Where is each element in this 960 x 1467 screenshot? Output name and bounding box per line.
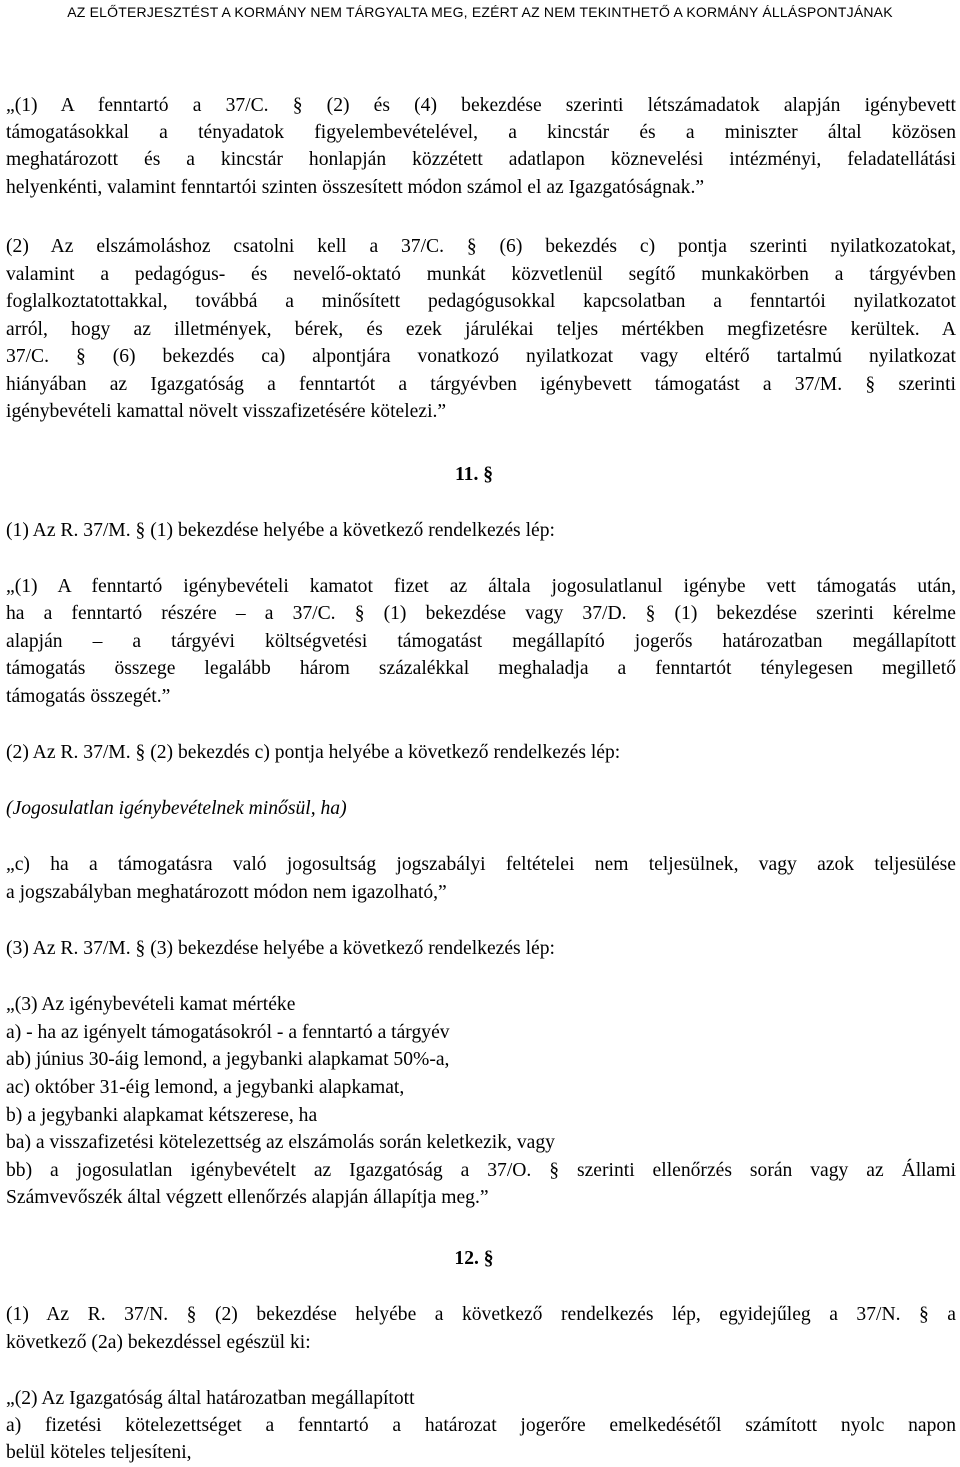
section-heading: 12. § bbox=[454, 1248, 494, 1269]
text-line: igénybevételi kamattal növelt visszafizetésére kötelezi.” bbox=[6, 401, 447, 422]
text-line: „(1) A fenntartó igénybevételi kamatot fizet az általa jogosulatlanul igénybe vett támogatás után, bbox=[6, 576, 956, 597]
text-line: belül köteles teljesíteni, bbox=[6, 1442, 192, 1463]
text-line: ha a fenntartó részére – a 37/C. § (1) bekezdése vagy 37/D. § (1) bekezdése szerinti kérelme bbox=[6, 603, 956, 624]
text-line: támogatásokkal a tényadatok figyelembevételével, a kincstár és a miniszter által közösen bbox=[6, 122, 956, 143]
text-line: ab) június 30-áig lemond, a jegybanki alapkamat 50%-a, bbox=[6, 1049, 450, 1070]
text-line: b) a jegybanki alapkamat kétszerese, ha bbox=[6, 1105, 318, 1126]
text-line: támogatás összege legalább három százalékkal meghaladja a fenntartót ténylegesen megillető bbox=[6, 658, 956, 679]
text-line: ba) a visszafizetési kötelezettség az elszámolás során keletkezik, vagy bbox=[6, 1132, 555, 1153]
text-line: meghatározott és a kincstár honlapján közzétett adatlapon köznevelési intézményi, feladatellátási bbox=[6, 149, 956, 170]
text-line: foglalkoztatottakkal, továbbá a minősített pedagógusokkal kapcsolatban a fenntartói nyilatkozatot bbox=[6, 291, 956, 312]
page-header: AZ ELŐTERJESZTÉST A KORMÁNY NEM TÁRGYALTA MEG, EZÉRT AZ NEM TEKINTHETŐ A KORMÁNY ÁLLÁSPONTJÁNAK bbox=[67, 4, 893, 20]
text-line: „(3) Az igénybevételi kamat mértéke bbox=[6, 994, 296, 1015]
text-line: bb) a jogosulatlan igénybevételt az Igazgatóság a 37/O. § szerinti ellenőrzés során vagy az Állami bbox=[6, 1160, 956, 1181]
text-line: (2) Az elszámoláshoz csatolni kell a 37/C. § (6) bekezdés c) pontja szerinti nyilatkozatokat, bbox=[6, 236, 956, 257]
text-line: ac) október 31-éig lemond, a jegybanki alapkamat, bbox=[6, 1077, 405, 1098]
text-line-italic: (Jogosulatlan igénybevételnek minősül, ha) bbox=[6, 798, 347, 819]
section-heading: 11. § bbox=[454, 464, 494, 485]
text-line: „(2) Az Igazgatóság által határozatban megállapított bbox=[6, 1388, 415, 1409]
text-line: alapján – a tárgyévi költségvetési támogatást megállapító jogerős határozatban megállapított bbox=[6, 631, 956, 652]
text-line: (1) Az R. 37/N. § (2) bekezdése helyébe a következő rendelkezés lép, egyidejűleg a 37/N. § a bbox=[6, 1304, 956, 1325]
text-line: a) fizetési kötelezettséget a fenntartó a határozat jogerőre emelkedésétől számított nyolc napon bbox=[6, 1415, 956, 1436]
text-line: 37/C. § (6) bekezdés ca) alpontjára vonatkozó nyilatkozat vagy eltérő tartalmú nyilatkozat bbox=[6, 346, 956, 367]
text-line: (1) Az R. 37/M. § (1) bekezdése helyébe a következő rendelkezés lép: bbox=[6, 520, 555, 541]
text-line: „(1) A fenntartó a 37/C. § (2) és (4) bekezdése szerinti létszámadatok alapján igénybevett bbox=[6, 95, 956, 116]
text-line: (3) Az R. 37/M. § (3) bekezdése helyébe a következő rendelkezés lép: bbox=[6, 938, 555, 959]
text-line: Számvevőszék által végzett ellenőrzés alapján állapítja meg.” bbox=[6, 1187, 489, 1208]
text-line: arról, hogy az illetmények, bérek, és ezek járulékai teljes mértékben megfizetésre kerültek. A bbox=[6, 319, 956, 340]
text-line: a) - ha az igényelt támogatásokról - a fenntartó a tárgyév bbox=[6, 1022, 450, 1043]
text-line: következő (2a) bekezdéssel egészül ki: bbox=[6, 1332, 311, 1353]
text-line: hiányában az Igazgatóság a fenntartót a tárgyévben igénybevett támogatást a 37/M. § szerinti bbox=[6, 374, 956, 395]
text-line: „c) ha a támogatásra való jogosultság jogszabályi feltételei nem teljesülnek, vagy azok teljesülése bbox=[6, 854, 956, 875]
text-line: a jogszabályban meghatározott módon nem igazolható,” bbox=[6, 882, 447, 903]
text-line: valamint a pedagógus- és nevelő-oktató munkát közvetlenül segítő munkakörben a tárgyévben bbox=[6, 264, 956, 285]
text-line: (2) Az R. 37/M. § (2) bekezdés c) pontja helyébe a következő rendelkezés lép: bbox=[6, 742, 621, 763]
text-line: helyenkénti, valamint fenntartói szinten összesített módon számol el az Igazgatóságnak.” bbox=[6, 177, 705, 198]
text-line: támogatás összegét.” bbox=[6, 686, 171, 707]
